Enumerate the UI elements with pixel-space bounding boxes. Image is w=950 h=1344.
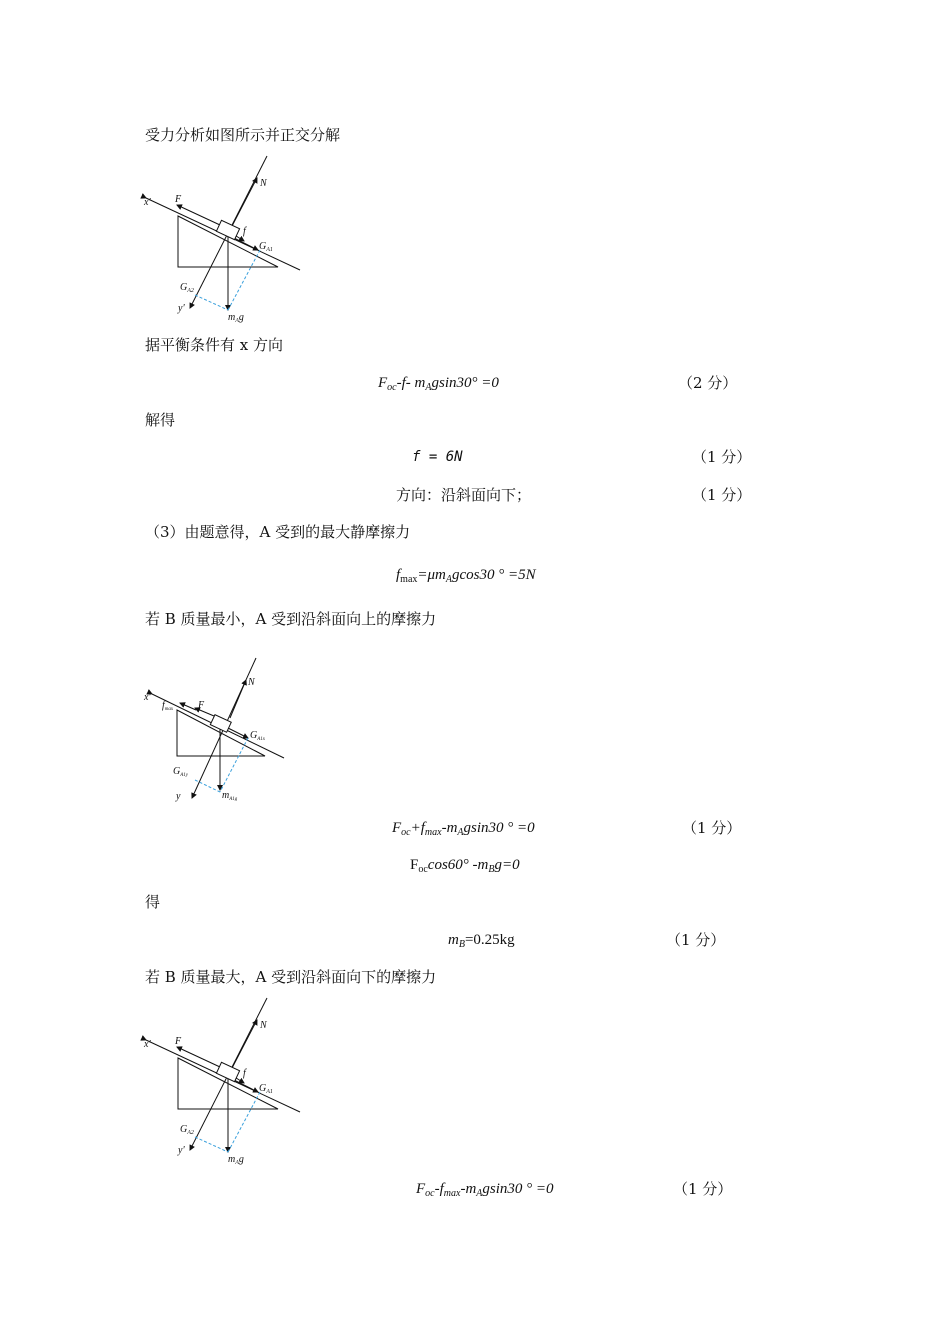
ga1-arrow bbox=[234, 1080, 258, 1092]
eq7-f: F bbox=[416, 1181, 426, 1197]
dash-2 bbox=[228, 1092, 260, 1152]
ga1x-arrow bbox=[228, 728, 248, 738]
svg-text:N bbox=[259, 178, 268, 189]
eq5-oc: oc bbox=[418, 864, 428, 875]
svg-text:N bbox=[259, 1020, 268, 1031]
label-ga1-sub: A1 bbox=[266, 247, 273, 253]
eq4-plus: +f bbox=[410, 820, 425, 836]
equation-4 bbox=[392, 819, 535, 842]
label-mag: m bbox=[228, 1154, 236, 1165]
ga1-arrow bbox=[234, 238, 258, 250]
eq4-a: A bbox=[457, 827, 464, 838]
eq4-rest2: gsin30 ° =0 bbox=[463, 820, 535, 836]
svg-text:GA1y bbox=[173, 766, 189, 778]
line-get: 得 bbox=[145, 893, 161, 911]
force-diagram-2 bbox=[140, 652, 300, 812]
svg-text:y' bbox=[177, 1145, 185, 1156]
score-1: （2 分） bbox=[678, 374, 738, 392]
label-mag-sub: A bbox=[235, 318, 239, 324]
svg-text:GA1 bbox=[259, 1083, 273, 1095]
n-arrow bbox=[230, 1020, 257, 1072]
line-part3: （3）由题意得，A 受到的最大静摩擦力 bbox=[145, 523, 411, 541]
eq6-m: m bbox=[448, 932, 459, 948]
svg-text:x' bbox=[143, 1039, 151, 1050]
equation-3 bbox=[396, 566, 536, 589]
eq1-oc: oc bbox=[387, 382, 397, 393]
label-mag: m bbox=[228, 312, 236, 323]
line-solve: 解得 bbox=[145, 411, 176, 429]
label-ga1: G bbox=[259, 1083, 267, 1094]
eq4-rest1: -m bbox=[441, 820, 458, 836]
eq7-minus: -f bbox=[434, 1181, 444, 1197]
dash-1 bbox=[195, 780, 220, 792]
eq1-rest2: gsin30° =0 bbox=[431, 375, 499, 391]
label-ga1-sub: A1 bbox=[266, 1089, 273, 1095]
block bbox=[216, 220, 239, 239]
label-n: N bbox=[260, 1020, 267, 1031]
eq5-b: B bbox=[488, 864, 495, 875]
label-ga2: G bbox=[180, 1124, 188, 1135]
label-ga1x: G bbox=[250, 730, 258, 741]
svg-text:GA2 bbox=[180, 1124, 194, 1136]
label-ga1x-sub: A1x bbox=[257, 737, 266, 742]
svg-text:GA2 bbox=[180, 282, 194, 294]
svg-text:F bbox=[174, 1036, 182, 1047]
force-diagram-1 bbox=[140, 150, 310, 325]
label-ga1y-sub: A1y bbox=[180, 773, 189, 778]
line-balance-x: 据平衡条件有 x 方向 bbox=[145, 336, 283, 354]
dash-2 bbox=[228, 250, 260, 310]
svg-text:mAg bbox=[228, 1154, 244, 1166]
label-friction: f bbox=[243, 226, 246, 237]
score-3: （1 分） bbox=[692, 486, 752, 504]
equation-1 bbox=[378, 374, 499, 397]
label-mag-g: g bbox=[238, 1154, 244, 1165]
dash-2 bbox=[220, 738, 248, 792]
svg-text:x' bbox=[143, 692, 151, 703]
equation-5 bbox=[410, 856, 520, 879]
label-y: y bbox=[176, 791, 181, 802]
label-f-force: F bbox=[175, 194, 182, 205]
svg-text:mA1g bbox=[222, 790, 238, 802]
equation-7 bbox=[416, 1180, 554, 1203]
label-n: N bbox=[248, 677, 255, 688]
label-x: x' bbox=[144, 1039, 151, 1050]
label-x: x' bbox=[144, 692, 151, 703]
svg-text:f bbox=[243, 226, 247, 237]
score-6: （1 分） bbox=[673, 1180, 733, 1198]
equation-2: f = 6N bbox=[412, 449, 463, 465]
line-intro: 受力分析如图所示并正交分解 bbox=[145, 126, 341, 144]
dash-1 bbox=[195, 1137, 228, 1152]
label-n: N bbox=[260, 178, 267, 189]
eq7-rest2: gsin30 ° =0 bbox=[482, 1181, 554, 1197]
eq5-rest1: cos60° -m bbox=[427, 857, 489, 873]
svg-text:GA1x bbox=[250, 730, 266, 742]
label-mag-sub: A bbox=[235, 1160, 239, 1166]
eq7-max: max bbox=[443, 1188, 461, 1199]
eq4-f: F bbox=[392, 820, 402, 836]
eq7-rest1: -m bbox=[460, 1181, 477, 1197]
eq3-rest1: =μm bbox=[417, 567, 446, 583]
n-arrow bbox=[230, 680, 246, 718]
label-y: y' bbox=[178, 303, 185, 314]
label-x: x' bbox=[144, 197, 151, 208]
label-ga2-sub: A2 bbox=[187, 288, 194, 294]
svg-text:N bbox=[247, 677, 256, 688]
svg-text:x' bbox=[143, 197, 151, 208]
svg-text:y' bbox=[177, 303, 185, 314]
dash-1 bbox=[195, 295, 228, 310]
eq3-rest2: gcos30 ° =5N bbox=[451, 567, 536, 583]
eq4-oc: oc bbox=[401, 827, 411, 838]
eq3-max: max bbox=[400, 574, 418, 585]
eq3-f: f bbox=[396, 567, 401, 583]
force-diagram-3 bbox=[140, 992, 310, 1167]
label-ga2: G bbox=[180, 282, 188, 293]
label-friction: f bbox=[243, 1068, 246, 1079]
n-arrow bbox=[230, 178, 257, 230]
label-ga2-sub: A2 bbox=[187, 1130, 194, 1136]
score-5: （1 分） bbox=[666, 931, 726, 949]
svg-text:mAg bbox=[228, 312, 244, 324]
eq5-f: F bbox=[410, 857, 419, 873]
label-f-force: F bbox=[175, 1036, 182, 1047]
eq5-rest2: g=0 bbox=[494, 857, 520, 873]
eq1-a: A bbox=[425, 382, 432, 393]
eq7-oc: oc bbox=[425, 1188, 435, 1199]
svg-text:f bbox=[243, 1068, 247, 1079]
eq6-b: B bbox=[458, 939, 465, 950]
eq4-max: max bbox=[424, 827, 442, 838]
equation-6 bbox=[448, 931, 515, 954]
label-ga1: G bbox=[259, 241, 267, 252]
svg-text:F bbox=[174, 194, 182, 205]
label-ma1g: m bbox=[222, 790, 230, 801]
eq1-rest1: -f- m bbox=[396, 375, 426, 391]
line-case-min: 若 B 质量最小，A 受到沿斜面向上的摩擦力 bbox=[145, 610, 437, 628]
svg-text:GA1 bbox=[259, 241, 273, 253]
label-ga1y: G bbox=[173, 766, 181, 777]
score-4: （1 分） bbox=[682, 819, 742, 837]
eq6-rest: =0.25kg bbox=[464, 932, 515, 948]
label-y: y' bbox=[178, 1145, 185, 1156]
eq1-f: F bbox=[378, 375, 388, 391]
svg-text:F bbox=[197, 700, 205, 711]
svg-text:y bbox=[175, 791, 181, 802]
eq7-a: A bbox=[476, 1188, 483, 1199]
block bbox=[216, 1062, 239, 1081]
label-mag-g: g bbox=[238, 312, 244, 323]
label-fmax-sub: max bbox=[164, 707, 174, 712]
label-ma1g-sub: A1g bbox=[229, 797, 238, 802]
line-case-max: 若 B 质量最大，A 受到沿斜面向下的摩擦力 bbox=[145, 968, 437, 986]
eq3-a: A bbox=[445, 574, 452, 585]
label-f-force: F bbox=[198, 700, 205, 711]
line-direction: 方向：沿斜面向下； bbox=[396, 486, 532, 504]
label-fmax: f bbox=[162, 700, 165, 711]
score-2: （1 分） bbox=[692, 448, 752, 466]
